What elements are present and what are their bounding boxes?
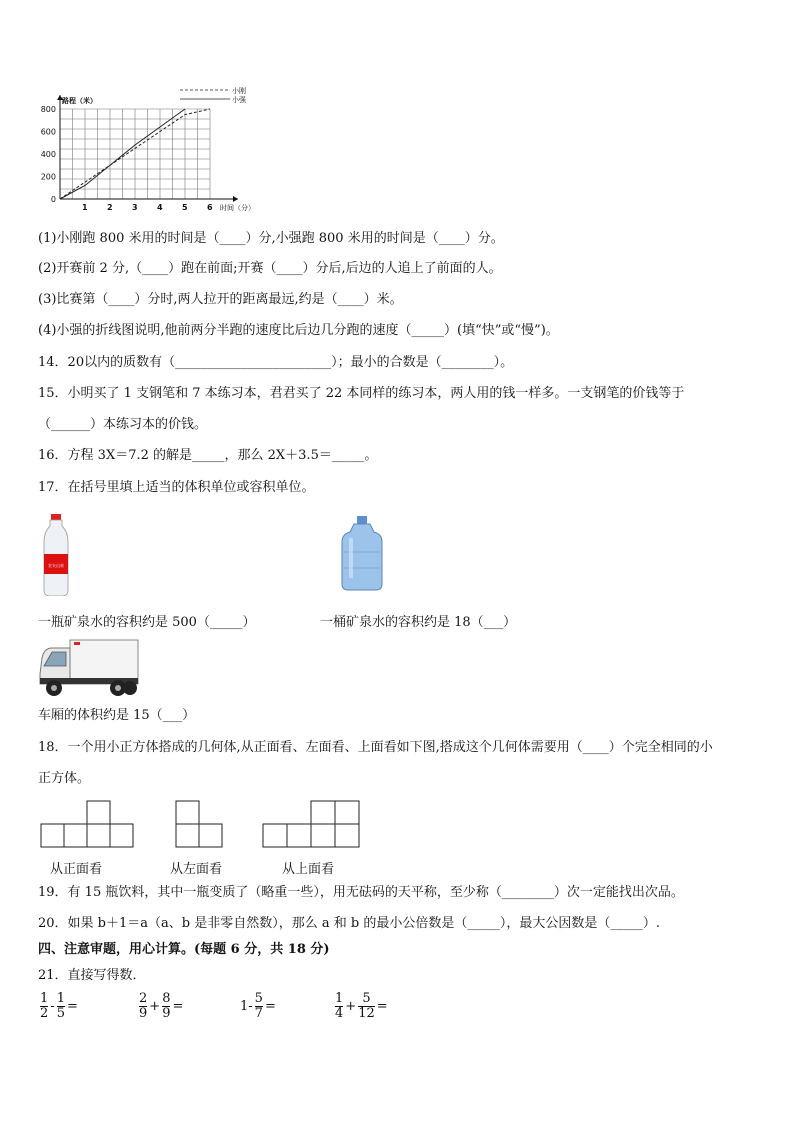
water-jug-image: [340, 516, 384, 592]
calc-item-2: $\frac{2}{9}$ + $\frac{8}{9}$ =: [139, 991, 184, 1021]
section-4-heading: 四、注意审题，用心计算。(每题 6 分，共 18 分): [38, 942, 330, 957]
x-tick-label: 2: [107, 203, 113, 212]
legend-label: 小刚: [232, 87, 246, 95]
x-tick-label: 3: [132, 203, 138, 212]
y-tick-label: 400: [40, 150, 56, 159]
question-13-3: (3)比赛第（____）分时,两人拉开的距离最远,约是（____）米。: [38, 292, 403, 307]
question-16: 16．方程 3X＝7.2 的解是_____，那么 2X＋3.5＝_____。: [38, 448, 378, 463]
top-view-diagram: [262, 800, 362, 850]
x-tick-label: 6: [207, 203, 213, 212]
question-15-line2: （______）本练习本的价钱。: [38, 417, 208, 432]
water-bottle-image: [40, 514, 72, 596]
y-axis-label: 路程（米）: [62, 97, 97, 105]
question-13-1: (1)小刚跑 800 米用的时间是（____）分,小强跑 800 米用的时间是（____）分。: [38, 231, 504, 246]
x-axis-label: 时间（分）: [220, 204, 255, 212]
distance-time-chart: [30, 84, 280, 214]
question-14: 14．20以内的质数有（________________________）；最小的合数是（________）。: [38, 355, 514, 370]
question-17c: 车厢的体积约是 15（___）: [38, 708, 196, 723]
x-axis-arrow: [233, 196, 238, 202]
left-view-diagram: [175, 800, 227, 850]
question-19: 19．有 15 瓶饮料，其中一瓶变质了（略重一些），用无砝码的天平称，至少称（________）次一定能找出次品。: [38, 885, 684, 900]
question-18-line1: 18．一个用小正方体搭成的几何体,从正面看、左面看、上面看如下图,搭成这个几何体需要用（____）个完全相同的小: [38, 740, 713, 755]
question-17b: 一桶矿泉水的容积约是 18（___）: [320, 615, 517, 630]
calc-item-3: 1- $\frac{5}{7}$ =: [240, 991, 276, 1021]
front-view-caption: 从正面看: [50, 862, 103, 877]
bottle-label: 农夫山泉: [48, 563, 64, 568]
left-view-caption: 从左面看: [170, 862, 223, 877]
question-21: 21．直接写得数．: [38, 968, 146, 983]
truck-image: [38, 638, 140, 698]
y-tick-label: 0: [50, 195, 56, 204]
calc-item-1: $\frac{1}{2}$ - $\frac{1}{5}$ =: [40, 991, 78, 1021]
question-15-line1: 15．小明买了 1 支钢笔和 7 本练习本，君君买了 22 本同样的练习本，两人用的钱一样多。一支钢笔的价钱等于: [38, 386, 685, 401]
question-17a: 一瓶矿泉水的容积约是 500（_____）: [38, 615, 256, 630]
chart-grid: [60, 109, 210, 199]
calc-item-4: $\frac{1}{4}$ + $\frac{5}{12}$ =: [335, 991, 388, 1021]
y-tick-label: 200: [40, 172, 56, 182]
question-13-4: (4)小强的折线图说明,他前两分半跑的速度比后边几分跑的速度（_____）(填“快”或“慢”)。: [38, 323, 559, 338]
x-tick-label: 4: [157, 203, 163, 212]
y-tick-label: 800: [40, 105, 56, 114]
question-18-line2: 正方体。: [38, 771, 91, 786]
top-view-caption: 从上面看: [282, 862, 335, 877]
question-17: 17．在括号里填上适当的体积单位或容积单位。: [38, 480, 315, 495]
question-20: 20．如果 b＋1＝a（a、b 是非零自然数），那么 a 和 b 的最小公倍数是（_____），最大公因数是（_____）.: [38, 916, 660, 931]
x-tick-label: 5: [182, 203, 188, 212]
front-view-diagram: [40, 800, 134, 850]
question-13-2: (2)开赛前 2 分,（____）跑在前面;开赛（____）分后,后边的人追上了前面的人。: [38, 261, 502, 276]
y-tick-label: 600: [40, 127, 56, 137]
x-tick-label: 1: [82, 203, 88, 212]
legend-label: 小强: [232, 96, 246, 104]
